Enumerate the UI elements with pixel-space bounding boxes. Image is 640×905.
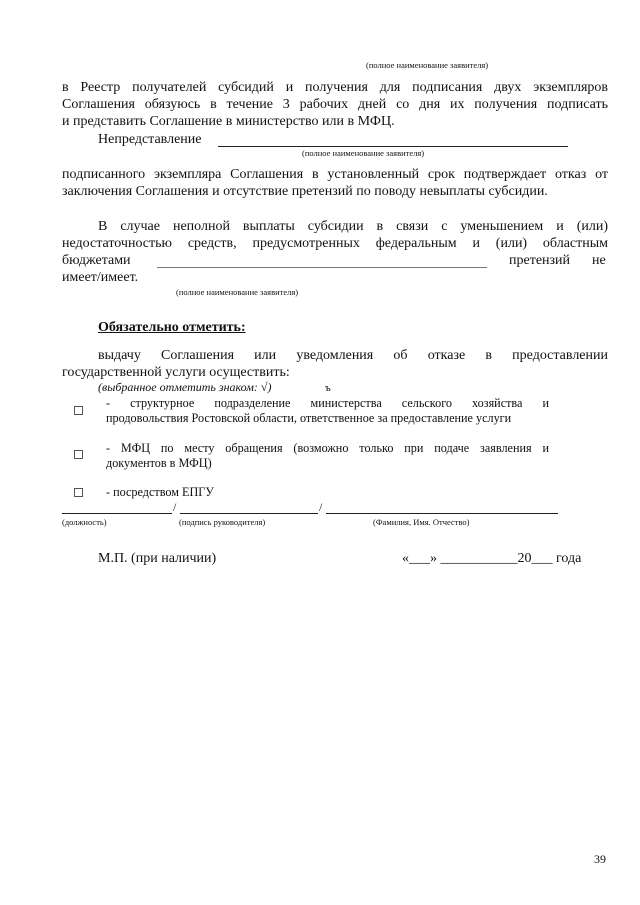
option-epgu-checkbox[interactable] xyxy=(74,488,83,497)
para3-line3-right: не xyxy=(592,253,606,268)
para1-line2: Соглашения обязуюсь в течение 3 рабочих дней со дня их получения подписать xyxy=(62,97,608,112)
nonsubmission-label: Непредставление xyxy=(98,132,202,147)
caption-fio: (Фамилия, Имя. Отчество) xyxy=(373,517,470,527)
option-mfc-line1: - МФЦ по месту обращения (возможно только при подаче заявления и xyxy=(106,441,549,455)
para2-line1: подписанного экземпляра Соглашения в установленный срок подтверждает отказ от xyxy=(62,167,608,182)
fio-line xyxy=(326,513,558,514)
checkmark-symbol: √) xyxy=(260,380,272,394)
stray-character: ъ xyxy=(325,382,331,394)
slash-2: / xyxy=(319,500,323,514)
page-number: 39 xyxy=(594,852,606,866)
option-mfc-checkbox[interactable] xyxy=(74,450,83,459)
para1-line3: и представить Соглашение в министерство или в МФЦ. xyxy=(62,114,395,129)
para3-line3-left: бюджетами xyxy=(62,253,131,268)
mark-hint xyxy=(98,380,271,395)
caption-signature: (подпись руководителя) xyxy=(179,517,266,527)
option-mfc-line2: документов в МФЦ) xyxy=(106,456,212,470)
required-heading: Обязательно отметить: xyxy=(98,320,246,335)
option-ministry-checkbox[interactable] xyxy=(74,406,83,415)
para3-line4: имеет/имеет. xyxy=(62,270,139,285)
para4-line2: государственной услуги осуществить: xyxy=(62,365,290,380)
option-ministry-line1: - структурное подразделение министерства сельского хозяйства и xyxy=(106,396,549,410)
stamp-label: М.П. (при наличии) xyxy=(98,551,217,566)
para4-line1: выдачу Соглашения или уведомления об отказе в предоставлении xyxy=(98,348,608,363)
para3-line2: недостаточностью средств, предусмотренных федеральным и (или) областным xyxy=(62,236,608,251)
applicant-caption-top: (полное наименование заявителя) xyxy=(366,60,489,70)
para1-line1: в Реестр получателей субсидий и получения для подписания двух экземпляров xyxy=(62,80,608,95)
option-ministry-line2: продовольствия Ростовской области, ответственное за предоставление услуги xyxy=(106,411,512,425)
signature-line xyxy=(180,513,318,514)
mark-hint-text: (выбранное отметить знаком: xyxy=(98,380,258,394)
caption-position: (должность) xyxy=(62,517,107,527)
para3-line3-mid: претензий xyxy=(509,253,571,268)
para2-line2: заключения Соглашения и отсутствие претензий по поводу невыплаты субсидии. xyxy=(62,184,548,199)
applicant-caption-low: (полное наименование заявителя) xyxy=(176,287,299,297)
applicant-caption-mid: (полное наименование заявителя) xyxy=(302,148,425,158)
applicant-blank-mid xyxy=(218,146,568,147)
option-epgu-line1: - посредством ЕПГУ xyxy=(106,485,214,499)
position-line xyxy=(62,513,172,514)
slash-1: / xyxy=(173,500,177,514)
date-line: «___» ___________20___ года xyxy=(402,551,582,566)
para3-line1: В случае неполной выплаты субсидии в связи с уменьшением и (или) xyxy=(98,219,608,234)
applicant-blank-low xyxy=(157,267,487,268)
